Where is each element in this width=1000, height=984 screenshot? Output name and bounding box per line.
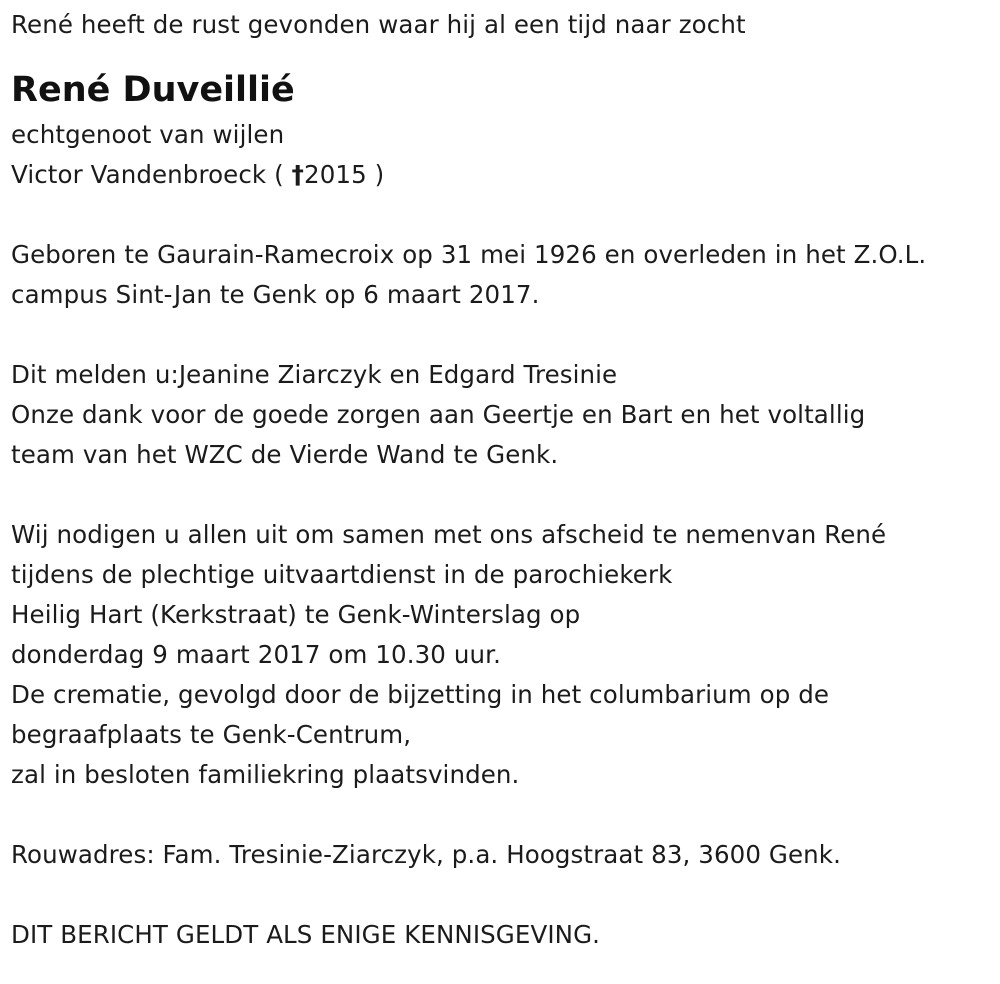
spouse-line [11, 155, 991, 195]
birth-death-line-1: Geboren te Gaurain-Ramecroix op 31 mei 1926 en overleden in het Z.O.L. [11, 240, 927, 269]
birth-death-line-2: campus Sint-Jan te Genk op 6 maart 2017. [11, 280, 540, 309]
announced-by-line-3: team van het WZC de Vierde Wand te Genk. [11, 440, 559, 469]
deceased-name: René Duveillié [11, 70, 295, 110]
announced-by-line-1: Dit melden u:Jeanine Ziarczyk en Edgard Tresinie [11, 360, 618, 389]
funeral-line-7: zal in besloten familiekring plaatsvinden. [11, 760, 520, 789]
spouse-year: 2015 ) [304, 160, 385, 189]
obituary-notice [11, 0, 991, 955]
funeral-line-4: donderdag 9 maart 2017 om 10.30 uur. [11, 640, 501, 669]
intro-sentence: René heeft de rust gevonden waar hij al een tijd naar zocht [11, 10, 746, 39]
funeral-line-5: De crematie, gevolgd door de bijzetting in het columbarium op de [11, 680, 830, 709]
funeral-line-3: Heilig Hart (Kerkstraat) te Genk-Winterslag op [11, 600, 581, 629]
funeral-line-1: Wij nodigen u allen uit om samen met ons afscheid te nemenvan René [11, 520, 887, 549]
funeral-line-2: tijdens de plechtige uitvaartdienst in de parochiekerk [11, 560, 673, 589]
spouse-name: Victor Vandenbroeck ( [11, 160, 284, 189]
mourning-address: Rouwadres: Fam. Tresinie-Ziarczyk, p.a. Hoogstraat 83, 3600 Genk. [11, 840, 841, 869]
announced-by-line-2: Onze dank voor de goede zorgen aan Geertje en Bart en het voltallig [11, 400, 866, 429]
cross-icon: † [291, 160, 305, 189]
funeral-line-6: begraafplaats te Genk-Centrum, [11, 720, 412, 749]
closing-statement: DIT BERICHT GELDT ALS ENIGE KENNISGEVING. [11, 920, 601, 949]
spouse-label: echtgenoot van wijlen [11, 120, 285, 149]
